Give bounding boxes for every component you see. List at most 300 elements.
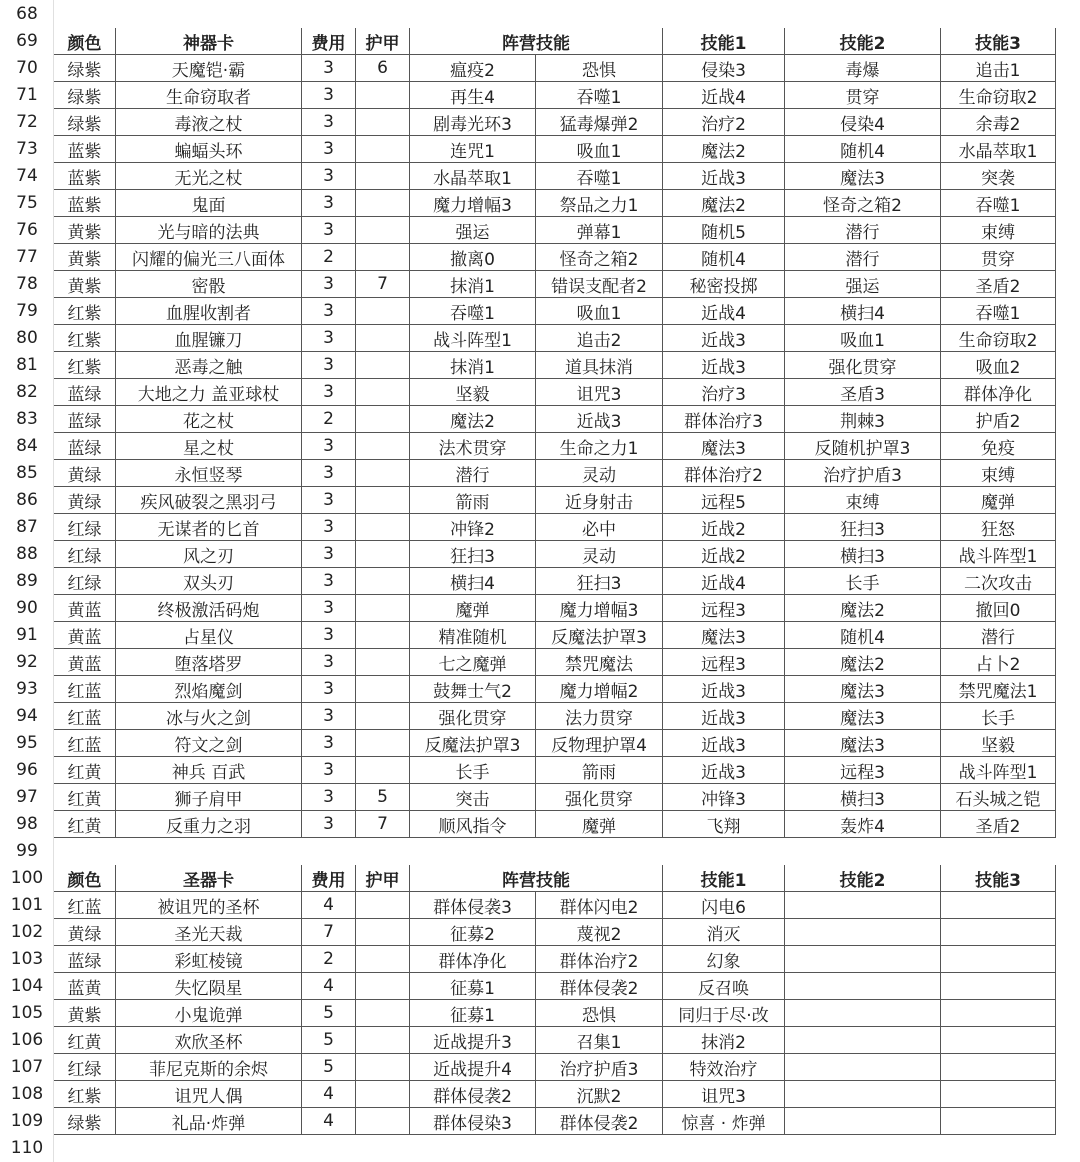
cell-skill-3[interactable]: 追击1 [941, 55, 1056, 82]
cell-color[interactable]: 绿紫 [54, 82, 116, 109]
cell-skill-3[interactable]: 贯穿 [941, 244, 1056, 271]
cell-camp-skill-b[interactable]: 召集1 [536, 1027, 663, 1054]
row-number[interactable]: 80 [1, 325, 54, 352]
header-cost[interactable]: 费用 [302, 28, 356, 55]
cell-camp-skill-a[interactable]: 水晶萃取1 [410, 163, 536, 190]
cell-color[interactable]: 蓝绿 [54, 433, 116, 460]
cell-skill-1[interactable]: 远程3 [663, 649, 785, 676]
header-cost[interactable]: 费用 [302, 865, 356, 892]
empty-cell[interactable] [54, 1135, 116, 1162]
cell-skill-1[interactable]: 远程3 [663, 595, 785, 622]
cell-card-name[interactable]: 反重力之羽 [116, 811, 302, 838]
cell-skill-1[interactable]: 近战2 [663, 541, 785, 568]
cell-card-name[interactable]: 天魔铠·霸 [116, 55, 302, 82]
cell-skill-3[interactable]: 长手 [941, 703, 1056, 730]
cell-armor[interactable] [356, 919, 410, 946]
cell-skill-3[interactable]: 吞噬1 [941, 190, 1056, 217]
cell-cost[interactable]: 3 [302, 433, 356, 460]
cell-skill-2[interactable]: 狂扫3 [785, 514, 941, 541]
cell-cost[interactable]: 4 [302, 1108, 356, 1135]
cell-skill-2[interactable] [785, 946, 941, 973]
empty-cell[interactable] [663, 1135, 785, 1162]
row-number[interactable]: 74 [1, 163, 54, 190]
row-number[interactable]: 99 [1, 838, 54, 865]
row-number[interactable]: 71 [1, 82, 54, 109]
cell-armor[interactable] [356, 703, 410, 730]
cell-camp-skill-a[interactable]: 潜行 [410, 460, 536, 487]
cell-skill-1[interactable]: 魔法2 [663, 136, 785, 163]
cell-camp-skill-b[interactable]: 吸血1 [536, 136, 663, 163]
cell-cost[interactable]: 3 [302, 217, 356, 244]
header-card-name[interactable]: 圣器卡 [116, 865, 302, 892]
empty-cell[interactable] [116, 1135, 302, 1162]
cell-skill-1[interactable]: 飞翔 [663, 811, 785, 838]
cell-camp-skill-b[interactable]: 恐惧 [536, 55, 663, 82]
cell-camp-skill-b[interactable]: 反魔法护罩3 [536, 622, 663, 649]
cell-color[interactable]: 蓝黄 [54, 973, 116, 1000]
cell-color[interactable]: 黄蓝 [54, 595, 116, 622]
cell-armor[interactable] [356, 568, 410, 595]
cell-armor[interactable] [356, 406, 410, 433]
cell-armor[interactable] [356, 298, 410, 325]
cell-cost[interactable]: 3 [302, 55, 356, 82]
cell-camp-skill-b[interactable]: 弹幕1 [536, 217, 663, 244]
cell-camp-skill-a[interactable]: 顺风指令 [410, 811, 536, 838]
cell-card-name[interactable]: 生命窃取者 [116, 82, 302, 109]
cell-card-name[interactable]: 小鬼诡弹 [116, 1000, 302, 1027]
header-skill-3[interactable]: 技能3 [941, 28, 1056, 55]
cell-cost[interactable]: 3 [302, 595, 356, 622]
cell-card-name[interactable]: 恶毒之触 [116, 352, 302, 379]
cell-card-name[interactable]: 诅咒人偶 [116, 1081, 302, 1108]
empty-cell[interactable] [302, 1135, 356, 1162]
cell-color[interactable]: 红黄 [54, 757, 116, 784]
cell-color[interactable]: 红黄 [54, 811, 116, 838]
cell-camp-skill-b[interactable]: 吞噬1 [536, 163, 663, 190]
row-number[interactable]: 75 [1, 190, 54, 217]
cell-color[interactable]: 绿紫 [54, 109, 116, 136]
cell-skill-1[interactable]: 魔法3 [663, 433, 785, 460]
cell-skill-1[interactable]: 群体治疗3 [663, 406, 785, 433]
cell-armor[interactable] [356, 1081, 410, 1108]
cell-skill-1[interactable]: 闪电6 [663, 892, 785, 919]
cell-skill-2[interactable] [785, 1108, 941, 1135]
cell-color[interactable]: 蓝紫 [54, 136, 116, 163]
cell-skill-2[interactable]: 圣盾3 [785, 379, 941, 406]
header-skill-1[interactable]: 技能1 [663, 28, 785, 55]
cell-cost[interactable]: 2 [302, 244, 356, 271]
cell-skill-2[interactable]: 怪奇之箱2 [785, 190, 941, 217]
cell-camp-skill-a[interactable]: 狂扫3 [410, 541, 536, 568]
cell-skill-2[interactable]: 吸血1 [785, 325, 941, 352]
header-card-name[interactable]: 神器卡 [116, 28, 302, 55]
cell-camp-skill-b[interactable]: 近身射击 [536, 487, 663, 514]
row-number[interactable]: 93 [1, 676, 54, 703]
row-number[interactable]: 100 [1, 865, 54, 892]
cell-skill-2[interactable] [785, 1054, 941, 1081]
row-number[interactable]: 92 [1, 649, 54, 676]
cell-skill-2[interactable]: 束缚 [785, 487, 941, 514]
cell-skill-1[interactable]: 魔法2 [663, 190, 785, 217]
empty-cell[interactable] [941, 1135, 1056, 1162]
cell-cost[interactable]: 2 [302, 406, 356, 433]
cell-skill-3[interactable]: 撤回0 [941, 595, 1056, 622]
cell-color[interactable]: 蓝绿 [54, 379, 116, 406]
cell-armor[interactable] [356, 1027, 410, 1054]
cell-card-name[interactable]: 星之杖 [116, 433, 302, 460]
cell-skill-2[interactable]: 魔法2 [785, 595, 941, 622]
cell-camp-skill-b[interactable]: 猛毒爆弹2 [536, 109, 663, 136]
empty-cell[interactable] [410, 1135, 536, 1162]
header-color[interactable]: 颜色 [54, 865, 116, 892]
cell-skill-3[interactable]: 水晶萃取1 [941, 136, 1056, 163]
cell-camp-skill-b[interactable]: 治疗护盾3 [536, 1054, 663, 1081]
cell-card-name[interactable]: 光与暗的法典 [116, 217, 302, 244]
empty-cell[interactable] [941, 1, 1056, 28]
cell-color[interactable]: 绿紫 [54, 1108, 116, 1135]
cell-camp-skill-a[interactable]: 强化贯穿 [410, 703, 536, 730]
row-number[interactable]: 94 [1, 703, 54, 730]
empty-cell[interactable] [536, 838, 663, 865]
row-number[interactable]: 89 [1, 568, 54, 595]
cell-armor[interactable] [356, 514, 410, 541]
cell-skill-1[interactable]: 幻象 [663, 946, 785, 973]
cell-card-name[interactable]: 鬼面 [116, 190, 302, 217]
cell-skill-1[interactable]: 近战3 [663, 325, 785, 352]
cell-card-name[interactable]: 大地之力 盖亚球杖 [116, 379, 302, 406]
cell-camp-skill-b[interactable]: 生命之力1 [536, 433, 663, 460]
cell-skill-2[interactable] [785, 892, 941, 919]
cell-skill-1[interactable]: 近战3 [663, 757, 785, 784]
row-number[interactable]: 103 [1, 946, 54, 973]
cell-skill-1[interactable]: 特效治疗 [663, 1054, 785, 1081]
row-number[interactable]: 97 [1, 784, 54, 811]
cell-cost[interactable]: 3 [302, 298, 356, 325]
empty-cell[interactable] [356, 1, 410, 28]
cell-camp-skill-a[interactable]: 箭雨 [410, 487, 536, 514]
cell-skill-3[interactable]: 圣盾2 [941, 811, 1056, 838]
cell-camp-skill-a[interactable]: 法术贯穿 [410, 433, 536, 460]
cell-card-name[interactable]: 堕落塔罗 [116, 649, 302, 676]
cell-color[interactable]: 蓝紫 [54, 163, 116, 190]
row-number[interactable]: 95 [1, 730, 54, 757]
cell-skill-1[interactable]: 近战4 [663, 568, 785, 595]
cell-armor[interactable] [356, 217, 410, 244]
cell-skill-3[interactable]: 吞噬1 [941, 298, 1056, 325]
cell-armor[interactable] [356, 973, 410, 1000]
cell-skill-3[interactable]: 束缚 [941, 217, 1056, 244]
cell-camp-skill-b[interactable]: 追击2 [536, 325, 663, 352]
cell-color[interactable]: 黄蓝 [54, 649, 116, 676]
cell-skill-3[interactable]: 魔弹 [941, 487, 1056, 514]
cell-armor[interactable] [356, 622, 410, 649]
row-number[interactable]: 101 [1, 892, 54, 919]
row-number[interactable]: 104 [1, 973, 54, 1000]
cell-cost[interactable]: 3 [302, 676, 356, 703]
cell-armor[interactable]: 7 [356, 271, 410, 298]
cell-camp-skill-a[interactable]: 群体侵袭3 [410, 892, 536, 919]
cell-cost[interactable]: 4 [302, 973, 356, 1000]
row-number[interactable]: 69 [1, 28, 54, 55]
row-number[interactable]: 83 [1, 406, 54, 433]
cell-armor[interactable] [356, 325, 410, 352]
cell-camp-skill-b[interactable]: 蔑视2 [536, 919, 663, 946]
cell-skill-3[interactable] [941, 892, 1056, 919]
empty-cell[interactable] [785, 1, 941, 28]
cell-armor[interactable] [356, 379, 410, 406]
cell-skill-3[interactable]: 护盾2 [941, 406, 1056, 433]
cell-camp-skill-b[interactable]: 魔力增幅3 [536, 595, 663, 622]
row-number[interactable]: 73 [1, 136, 54, 163]
cell-cost[interactable]: 5 [302, 1027, 356, 1054]
cell-skill-1[interactable]: 治疗3 [663, 379, 785, 406]
cell-color[interactable]: 绿紫 [54, 55, 116, 82]
cell-camp-skill-b[interactable]: 灵动 [536, 541, 663, 568]
cell-camp-skill-a[interactable]: 鼓舞士气2 [410, 676, 536, 703]
cell-skill-3[interactable] [941, 946, 1056, 973]
row-number[interactable]: 85 [1, 460, 54, 487]
cell-cost[interactable]: 3 [302, 82, 356, 109]
cell-armor[interactable] [356, 433, 410, 460]
cell-skill-3[interactable] [941, 1081, 1056, 1108]
cell-camp-skill-b[interactable]: 魔力增幅2 [536, 676, 663, 703]
cell-cost[interactable]: 3 [302, 541, 356, 568]
empty-cell[interactable] [116, 838, 302, 865]
cell-skill-2[interactable]: 治疗护盾3 [785, 460, 941, 487]
cell-cost[interactable]: 2 [302, 946, 356, 973]
cell-camp-skill-a[interactable]: 抹消1 [410, 271, 536, 298]
cell-armor[interactable] [356, 109, 410, 136]
cell-skill-1[interactable]: 群体治疗2 [663, 460, 785, 487]
cell-camp-skill-a[interactable]: 长手 [410, 757, 536, 784]
cell-camp-skill-a[interactable]: 战斗阵型1 [410, 325, 536, 352]
cell-color[interactable]: 红蓝 [54, 892, 116, 919]
cell-skill-1[interactable]: 反召唤 [663, 973, 785, 1000]
cell-skill-3[interactable]: 免疫 [941, 433, 1056, 460]
cell-skill-1[interactable]: 近战3 [663, 730, 785, 757]
cell-skill-3[interactable]: 突袭 [941, 163, 1056, 190]
row-number[interactable]: 82 [1, 379, 54, 406]
cell-cost[interactable]: 3 [302, 271, 356, 298]
cell-card-name[interactable]: 圣光天裁 [116, 919, 302, 946]
cell-card-name[interactable]: 风之刃 [116, 541, 302, 568]
cell-armor[interactable] [356, 730, 410, 757]
row-number[interactable]: 109 [1, 1108, 54, 1135]
cell-camp-skill-a[interactable]: 冲锋2 [410, 514, 536, 541]
cell-card-name[interactable]: 蝙蝠头环 [116, 136, 302, 163]
cell-color[interactable]: 黄紫 [54, 1000, 116, 1027]
cell-skill-2[interactable] [785, 1081, 941, 1108]
cell-color[interactable]: 红黄 [54, 1027, 116, 1054]
cell-card-name[interactable]: 终极激活码炮 [116, 595, 302, 622]
row-number[interactable]: 68 [1, 1, 54, 28]
cell-camp-skill-b[interactable]: 狂扫3 [536, 568, 663, 595]
cell-skill-2[interactable]: 强化贯穿 [785, 352, 941, 379]
cell-armor[interactable] [356, 1000, 410, 1027]
cell-color[interactable]: 红绿 [54, 514, 116, 541]
cell-skill-1[interactable]: 随机4 [663, 244, 785, 271]
cell-skill-2[interactable]: 长手 [785, 568, 941, 595]
cell-skill-1[interactable]: 秘密投掷 [663, 271, 785, 298]
cell-skill-1[interactable]: 随机5 [663, 217, 785, 244]
cell-camp-skill-a[interactable]: 强运 [410, 217, 536, 244]
cell-color[interactable]: 红绿 [54, 541, 116, 568]
cell-camp-skill-b[interactable]: 强化贯穿 [536, 784, 663, 811]
cell-card-name[interactable]: 血腥收割者 [116, 298, 302, 325]
cell-color[interactable]: 红蓝 [54, 703, 116, 730]
empty-cell[interactable] [536, 1, 663, 28]
cell-skill-3[interactable]: 生命窃取2 [941, 325, 1056, 352]
empty-cell[interactable] [302, 838, 356, 865]
row-number[interactable]: 86 [1, 487, 54, 514]
header-skill-2[interactable]: 技能2 [785, 865, 941, 892]
cell-skill-1[interactable]: 远程5 [663, 487, 785, 514]
cell-color[interactable]: 蓝紫 [54, 190, 116, 217]
cell-skill-3[interactable] [941, 1054, 1056, 1081]
empty-cell[interactable] [785, 838, 941, 865]
cell-skill-1[interactable]: 近战4 [663, 82, 785, 109]
cell-skill-2[interactable]: 随机4 [785, 622, 941, 649]
cell-color[interactable]: 蓝绿 [54, 946, 116, 973]
cell-card-name[interactable]: 密骰 [116, 271, 302, 298]
header-skill-2[interactable]: 技能2 [785, 28, 941, 55]
header-skill-3[interactable]: 技能3 [941, 865, 1056, 892]
cell-skill-3[interactable]: 战斗阵型1 [941, 541, 1056, 568]
cell-color[interactable]: 红紫 [54, 352, 116, 379]
cell-color[interactable]: 蓝绿 [54, 406, 116, 433]
cell-cost[interactable]: 3 [302, 352, 356, 379]
row-number[interactable]: 70 [1, 55, 54, 82]
cell-cost[interactable]: 3 [302, 514, 356, 541]
cell-camp-skill-b[interactable]: 群体治疗2 [536, 946, 663, 973]
empty-cell[interactable] [663, 838, 785, 865]
cell-camp-skill-b[interactable]: 群体闪电2 [536, 892, 663, 919]
cell-camp-skill-a[interactable]: 魔法2 [410, 406, 536, 433]
cell-camp-skill-a[interactable]: 横扫4 [410, 568, 536, 595]
empty-cell[interactable] [356, 1135, 410, 1162]
cell-color[interactable]: 黄紫 [54, 244, 116, 271]
cell-card-name[interactable]: 神兵 百武 [116, 757, 302, 784]
row-number[interactable]: 98 [1, 811, 54, 838]
row-number[interactable]: 106 [1, 1027, 54, 1054]
empty-cell[interactable] [536, 1135, 663, 1162]
cell-cost[interactable]: 5 [302, 1054, 356, 1081]
empty-cell[interactable] [356, 838, 410, 865]
cell-armor[interactable] [356, 541, 410, 568]
cell-camp-skill-a[interactable]: 精准随机 [410, 622, 536, 649]
cell-skill-1[interactable]: 消灭 [663, 919, 785, 946]
row-number[interactable]: 78 [1, 271, 54, 298]
cell-color[interactable]: 黄紫 [54, 271, 116, 298]
cell-cost[interactable]: 3 [302, 730, 356, 757]
cell-skill-1[interactable]: 冲锋3 [663, 784, 785, 811]
cell-skill-3[interactable] [941, 1000, 1056, 1027]
cell-camp-skill-b[interactable]: 吞噬1 [536, 82, 663, 109]
cell-cost[interactable]: 4 [302, 892, 356, 919]
cell-card-name[interactable]: 彩虹棱镜 [116, 946, 302, 973]
cell-card-name[interactable]: 永恒竖琴 [116, 460, 302, 487]
header-skill-1[interactable]: 技能1 [663, 865, 785, 892]
cell-card-name[interactable]: 被诅咒的圣杯 [116, 892, 302, 919]
cell-skill-1[interactable]: 近战2 [663, 514, 785, 541]
cell-color[interactable]: 红黄 [54, 784, 116, 811]
cell-skill-2[interactable]: 荆棘3 [785, 406, 941, 433]
cell-skill-3[interactable]: 二次攻击 [941, 568, 1056, 595]
cell-camp-skill-b[interactable]: 箭雨 [536, 757, 663, 784]
cell-armor[interactable] [356, 676, 410, 703]
cell-cost[interactable]: 3 [302, 622, 356, 649]
cell-cost[interactable]: 3 [302, 109, 356, 136]
cell-skill-3[interactable]: 束缚 [941, 460, 1056, 487]
row-number[interactable]: 105 [1, 1000, 54, 1027]
cell-camp-skill-a[interactable]: 吞噬1 [410, 298, 536, 325]
cell-camp-skill-b[interactable]: 吸血1 [536, 298, 663, 325]
cell-card-name[interactable]: 血腥镰刀 [116, 325, 302, 352]
cell-card-name[interactable]: 双头刃 [116, 568, 302, 595]
cell-armor[interactable] [356, 190, 410, 217]
empty-cell[interactable] [116, 1, 302, 28]
cell-skill-1[interactable]: 同归于尽·改 [663, 1000, 785, 1027]
cell-cost[interactable]: 3 [302, 757, 356, 784]
cell-skill-2[interactable]: 横扫4 [785, 298, 941, 325]
cell-armor[interactable] [356, 946, 410, 973]
row-number[interactable]: 72 [1, 109, 54, 136]
cell-camp-skill-a[interactable]: 撤离0 [410, 244, 536, 271]
cell-skill-1[interactable]: 魔法3 [663, 622, 785, 649]
cell-armor[interactable] [356, 460, 410, 487]
cell-armor[interactable] [356, 244, 410, 271]
cell-camp-skill-a[interactable]: 抹消1 [410, 352, 536, 379]
cell-skill-2[interactable]: 毒爆 [785, 55, 941, 82]
cell-armor[interactable] [356, 82, 410, 109]
empty-cell[interactable] [302, 1, 356, 28]
cell-cost[interactable]: 3 [302, 379, 356, 406]
cell-cost[interactable]: 3 [302, 487, 356, 514]
cell-armor[interactable] [356, 757, 410, 784]
empty-cell[interactable] [663, 1, 785, 28]
cell-skill-2[interactable] [785, 1000, 941, 1027]
cell-skill-2[interactable]: 潜行 [785, 217, 941, 244]
row-number[interactable]: 90 [1, 595, 54, 622]
cell-camp-skill-a[interactable]: 坚毅 [410, 379, 536, 406]
cell-cost[interactable]: 5 [302, 1000, 356, 1027]
cell-camp-skill-a[interactable]: 剧毒光环3 [410, 109, 536, 136]
cell-card-name[interactable]: 冰与火之剑 [116, 703, 302, 730]
cell-camp-skill-a[interactable]: 近战提升4 [410, 1054, 536, 1081]
header-camp-skill[interactable]: 阵营技能 [410, 865, 663, 892]
cell-color[interactable]: 红蓝 [54, 730, 116, 757]
cell-armor[interactable]: 6 [356, 55, 410, 82]
cell-card-name[interactable]: 无谋者的匕首 [116, 514, 302, 541]
cell-skill-2[interactable]: 魔法3 [785, 676, 941, 703]
cell-skill-2[interactable] [785, 919, 941, 946]
cell-skill-2[interactable] [785, 1027, 941, 1054]
cell-skill-3[interactable] [941, 973, 1056, 1000]
cell-color[interactable]: 黄绿 [54, 487, 116, 514]
cell-cost[interactable]: 3 [302, 649, 356, 676]
cell-cost[interactable]: 3 [302, 163, 356, 190]
cell-skill-3[interactable] [941, 1027, 1056, 1054]
cell-skill-2[interactable]: 轰炸4 [785, 811, 941, 838]
cell-cost[interactable]: 3 [302, 568, 356, 595]
cell-skill-1[interactable]: 近战4 [663, 298, 785, 325]
cell-camp-skill-a[interactable]: 反魔法护罩3 [410, 730, 536, 757]
cell-color[interactable]: 红绿 [54, 1054, 116, 1081]
cell-camp-skill-b[interactable]: 诅咒3 [536, 379, 663, 406]
cell-camp-skill-b[interactable]: 沉默2 [536, 1081, 663, 1108]
cell-camp-skill-a[interactable]: 群体净化 [410, 946, 536, 973]
cell-armor[interactable] [356, 136, 410, 163]
